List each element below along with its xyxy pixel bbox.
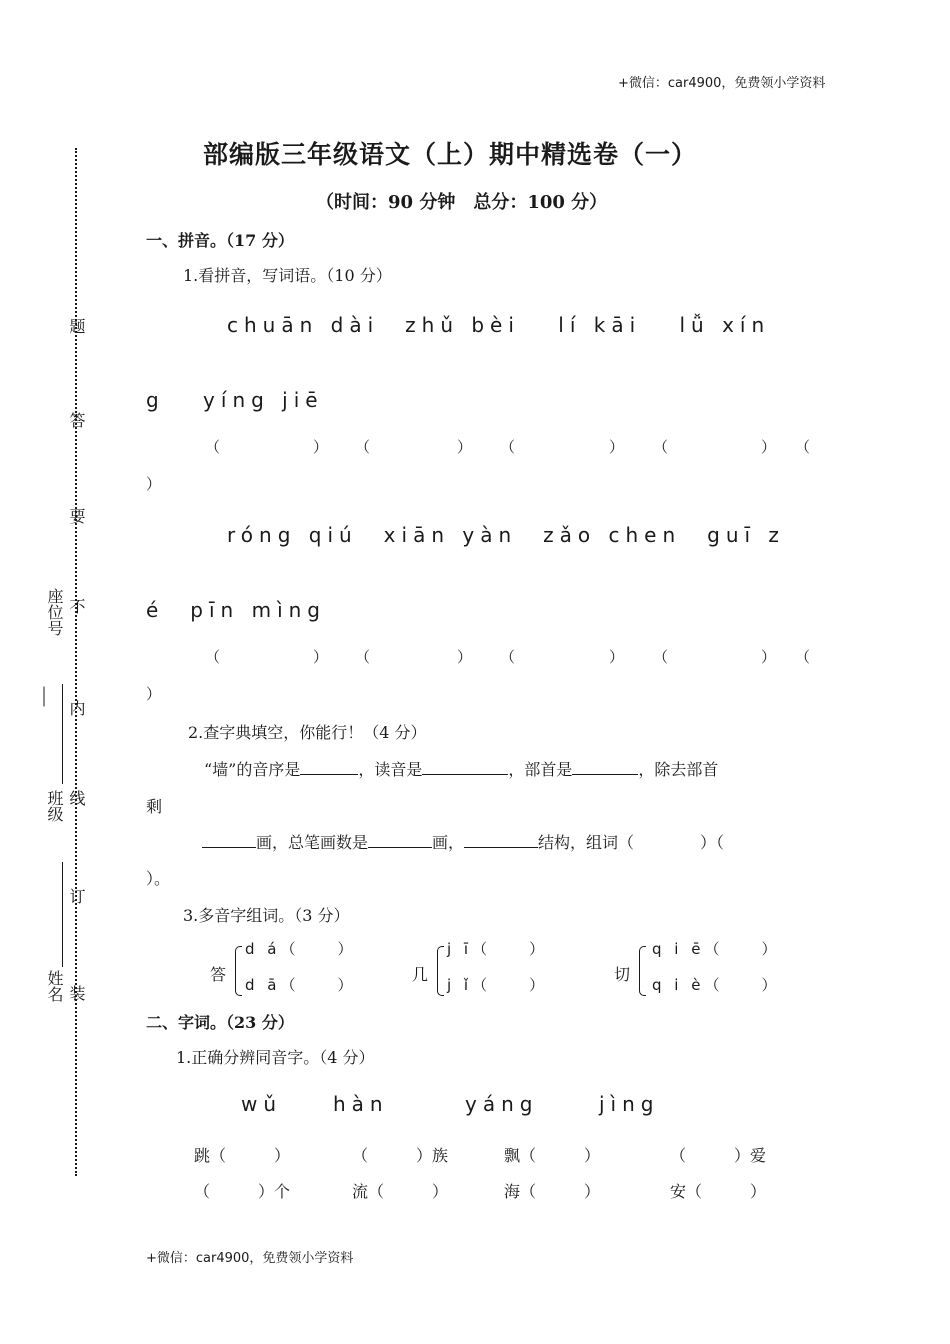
page-subtitle: （时间：90 分钟 总分：100 分） (316, 192, 608, 213)
section-1-heading: 一、拼音。（17 分） (146, 231, 294, 250)
watermark-bottom: +微信：car4900，免费领小学资料 (146, 1251, 354, 1266)
name-field-line (62, 862, 63, 967)
seat-number-label: 座位号 (45, 588, 64, 636)
homophone-item: 跳（ ） (194, 1146, 291, 1165)
class-label: 班级 (45, 790, 64, 822)
watermark-top: +微信：car4900，免费领小学资料 (618, 76, 826, 91)
polyphone-reading: q i è（ ） (652, 976, 781, 994)
answer-paren: （ (653, 438, 669, 456)
homophone-item: （ ）个 (194, 1182, 291, 1201)
q2-line-1: “墙”的音序是 ，读音是 ，部首是 ，除去部首 (204, 760, 719, 779)
binding-bu: 不 (67, 598, 86, 614)
polyphone-reading: d ā（ ） (245, 976, 357, 994)
q3-title: 3.多音字组词。（3 分） (183, 906, 350, 925)
q1-title: 1.看拼音，写词语。（10 分） (183, 266, 392, 285)
polyphone-reading: d á（ ） (245, 940, 357, 958)
pinyin-row-1: chuān dài zhǔ bèi lí kāi lǚ xín (227, 313, 771, 337)
q2-line-2-end: ）。 (146, 869, 171, 888)
class-field-line (62, 684, 63, 784)
seat-underline (44, 687, 45, 707)
binding-ti: 题 (67, 318, 86, 334)
homophone-pinyin: jìng (599, 1092, 660, 1116)
answer-paren: （ (355, 438, 371, 456)
binding-nei: 内 (67, 700, 86, 716)
homophone-item: 安（ ） (670, 1182, 767, 1201)
polyphone-char: 几 (412, 965, 429, 984)
blank-field[interactable] (422, 758, 508, 775)
homophone-pinyin: hàn (333, 1092, 389, 1116)
binding-yao: 要 (67, 508, 86, 524)
answer-paren: （ (795, 438, 811, 456)
polyphone-reading: j ī（ ） (447, 940, 549, 958)
pinyin-row-1-wrap: g yíng jiē (146, 388, 324, 412)
q2-line-2: 画，总笔画数是 画， 结构，组词（ ）（ (202, 830, 724, 853)
homophone-item: 飘（ ） (504, 1146, 601, 1165)
pinyin-row-2: róng qiú xiān yàn zǎo chen guī z (227, 523, 785, 547)
binding-ding: 订 (67, 888, 86, 904)
page-title: 部编版三年级语文（上）期中精选卷（一） (203, 140, 698, 169)
homophone-pinyin: wǔ (241, 1092, 283, 1116)
polyphone-reading: j ǐ（ ） (447, 976, 549, 994)
polyphone-char: 答 (210, 965, 227, 984)
homophone-item: 流（ ） (352, 1182, 449, 1201)
answer-paren: （ (355, 648, 371, 666)
binding-xian: 线 (67, 790, 86, 806)
answer-paren: （ (795, 648, 811, 666)
s2-q1-title: 1.正确分辨同音字。（4 分） (176, 1048, 375, 1067)
answer-paren: （ (500, 438, 516, 456)
blank-field[interactable] (300, 758, 358, 775)
section-2-heading: 二、字词。（23 分） (146, 1013, 294, 1032)
homophone-item: （ ）爱 (670, 1146, 767, 1165)
homophone-item: 海（ ） (504, 1182, 601, 1201)
polyphone-reading: q i ē（ ） (652, 940, 781, 958)
blank-field[interactable] (572, 758, 638, 775)
blank-field[interactable] (464, 831, 538, 848)
binding-dotted-line (75, 148, 77, 1176)
blank-field[interactable] (202, 831, 256, 848)
binding-zhuang: 装 (67, 985, 86, 1001)
brace-icon (235, 946, 242, 996)
pinyin-row-2-wrap: é pīn mìng (146, 598, 326, 622)
q2-title: 2.查字典填空，你能行！（4 分） (188, 723, 427, 742)
answer-paren: （ (500, 648, 516, 666)
name-label: 姓名 (45, 970, 64, 1002)
answer-paren: （ (205, 648, 221, 666)
answer-paren: （ (653, 648, 669, 666)
brace-icon (639, 946, 646, 996)
brace-icon (437, 946, 444, 996)
blank-field[interactable] (368, 831, 432, 848)
q2-line-1-wrap: 剩 (146, 797, 163, 816)
polyphone-char: 切 (614, 965, 631, 984)
answer-paren: （ (205, 438, 221, 456)
binding-da: 答 (67, 412, 86, 428)
homophone-item: （ ）族 (352, 1146, 449, 1165)
homophone-pinyin: yáng (465, 1092, 539, 1116)
